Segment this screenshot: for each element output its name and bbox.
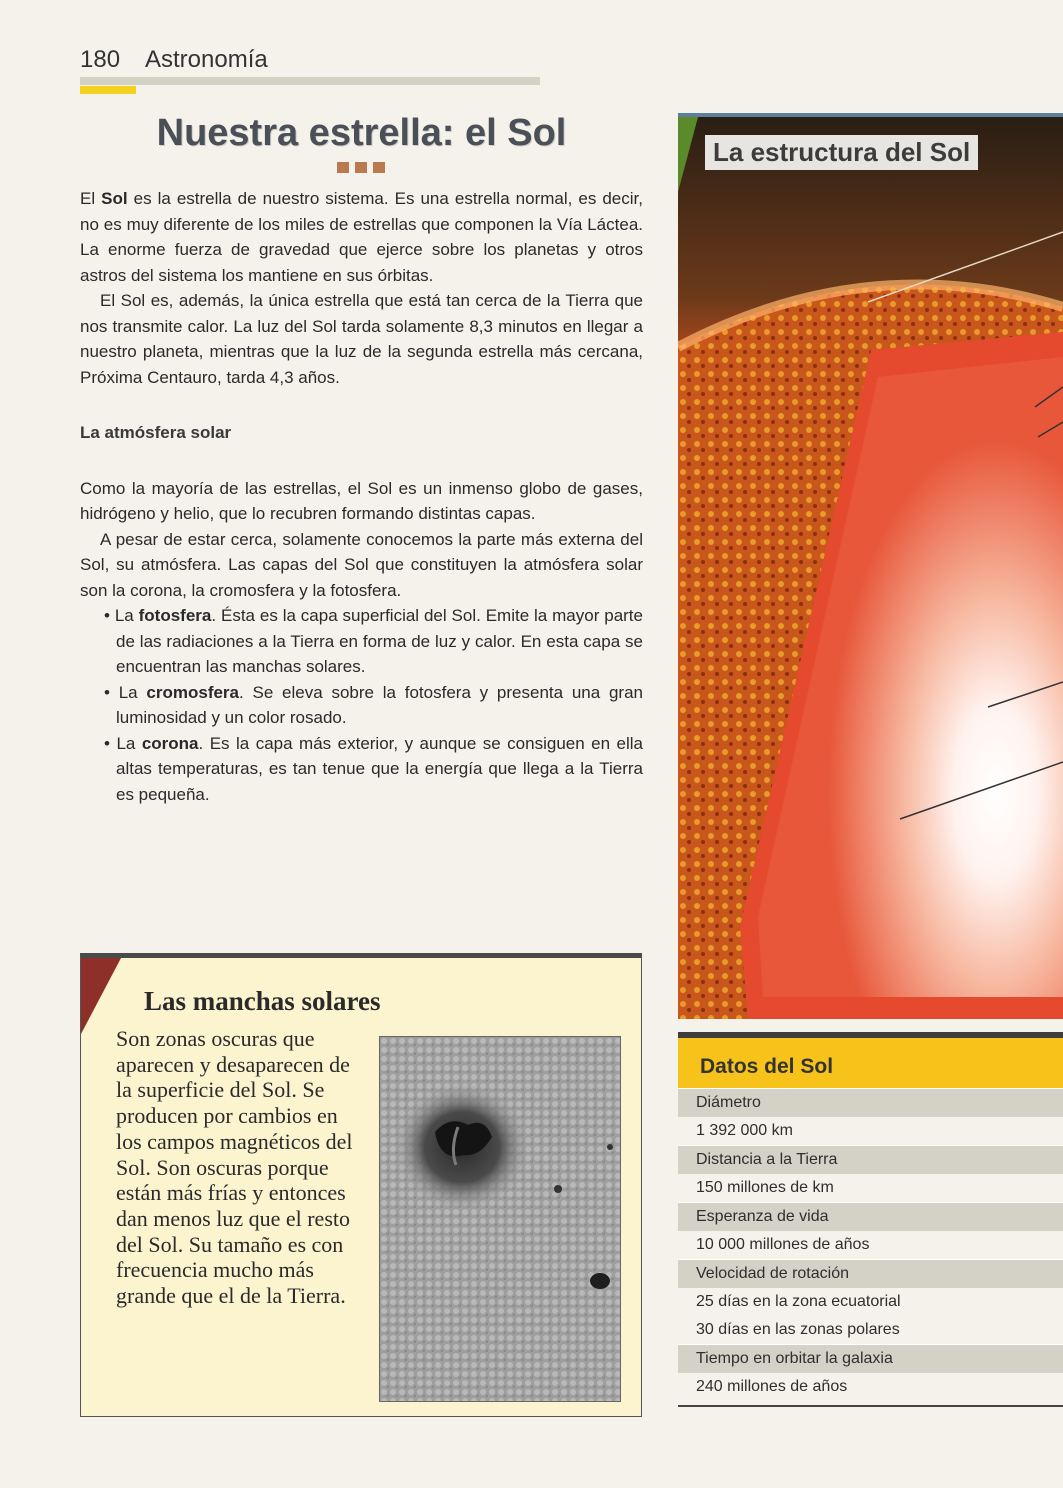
table-bottom-rule	[678, 1405, 1063, 1407]
atmosphere-paragraph-2: A pesar de estar cerca, solamente conocemos la parte más externa del Sol, su atmósfera. Las capas del Sol que constituyen la atmósfera solar son la corona, la cromosfera y la fotosfera.	[80, 529, 643, 600]
sol-term: Sol	[101, 189, 128, 208]
article-body	[80, 186, 643, 807]
fact-value: 150 millones de km	[678, 1174, 1063, 1202]
header-rule	[80, 77, 540, 85]
atmosphere-paragraph-1: Como la mayoría de las estrellas, el Sol es un inmenso globo de gases, hidrógeno y helio, que lo recubren formando distintas capas.	[80, 478, 643, 523]
header-accent	[80, 86, 136, 94]
atmosphere-heading: La atmósfera solar	[80, 423, 232, 442]
intro-paragraph-2: El Sol es, además, la única estrella que está tan cerca de la Tierra que nos transmite calor. La luz del Sol tarda solamente 8,3 minutos en llegar a nuestro planeta, mientras que la luz de la segunda estrella más cercana, Próxima Centauro, tarda 4,3 años.	[80, 291, 643, 387]
fact-value: 240 millones de años	[678, 1373, 1063, 1401]
title-ornament	[337, 162, 385, 173]
fact-value: 1 392 000 km	[678, 1117, 1063, 1145]
fact-label: Tiempo en orbitar la galaxia	[678, 1344, 1063, 1373]
box-corner-triangle	[81, 958, 121, 1034]
bullet-corona: • La corona. Es la capa más exterior, y aunque se consiguen en ella altas temperaturas, es tan tenue que la energía que llega a la Tierra es pequeña.	[104, 733, 643, 804]
panel-corner-triangle	[678, 117, 698, 192]
fact-value: 25 días en la zona ecuatorial	[678, 1288, 1063, 1316]
fact-label: Diámetro	[678, 1088, 1063, 1117]
sunspot-photo	[379, 1036, 621, 1402]
fact-value: 30 días en las zonas polares	[678, 1316, 1063, 1344]
bullet-cromosfera: • La cromosfera. Se eleva sobre la fotosfera y presenta una gran luminosidad y un color rosado.	[104, 682, 643, 727]
page-number: 180	[80, 46, 121, 73]
sunspots-text: Son zonas oscuras que aparecen y desaparecen de la superficie del Sol. Se producen por cambios en los campos magnéticos del Sol. Son oscuras porque están más frías y entonces dan menos luz que el resto del Sol. Su tamaño es con frecuencia mucho más grande que el de la Tierra.	[116, 1026, 353, 1309]
sun-structure-figure	[678, 113, 1063, 1019]
section-title: Astronomía	[145, 46, 268, 73]
fact-value: 10 000 millones de años	[678, 1231, 1063, 1259]
sun-cutaway-illustration	[678, 117, 1063, 1019]
sun-facts-table	[678, 1032, 1063, 1407]
sunspots-title: Las manchas solares	[144, 986, 381, 1016]
bullet-fotosfera: • La fotosfera. Ésta es la capa superficial del Sol. Emite la mayor parte de las radiaciones a la Tierra en forma de luz y calor. En esta capa se encuentran las manchas solares.	[104, 606, 643, 676]
intro-paragraph-1: El Sol es la estrella de nuestro sistema. Es una estrella normal, es decir, no es muy diferente de los miles de estrellas que componen la Vía Láctea. La enorme fuerza de gravedad que ejerce sobre los planetas y otros astros del sistema los mantiene en sus órbitas.	[80, 189, 643, 285]
sunspots-box	[80, 953, 642, 1417]
fact-label: Velocidad de rotación	[678, 1259, 1063, 1288]
page-title: Nuestra estrella: el Sol	[156, 112, 567, 154]
structure-title: La estructura del Sol	[705, 135, 978, 170]
fact-label: Esperanza de vida	[678, 1202, 1063, 1231]
fact-label: Distancia a la Tierra	[678, 1145, 1063, 1174]
table-title: Datos del Sol	[678, 1038, 1063, 1088]
